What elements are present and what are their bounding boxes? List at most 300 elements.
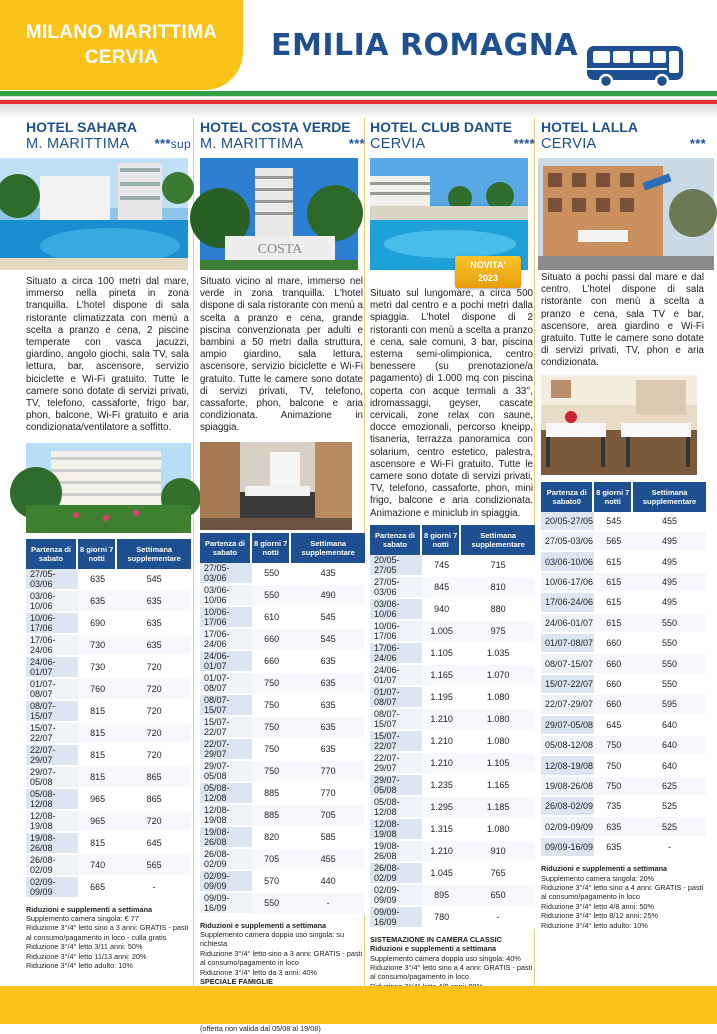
hotel-sahara-column xyxy=(26,118,191,970)
departure-date: 12/08-19/08 xyxy=(26,811,78,833)
table-row xyxy=(370,577,535,599)
table-row xyxy=(370,621,535,643)
price-extra-week: 645 xyxy=(117,833,191,855)
hotel-photo-pool xyxy=(370,158,528,270)
departure-date: 05/08-12/08 xyxy=(541,736,594,756)
price-8-days: 965 xyxy=(78,789,117,811)
table-row xyxy=(370,841,535,863)
novita-badge xyxy=(455,256,521,288)
hotel-photo-room xyxy=(200,442,352,530)
svg-text:COSTA: COSTA xyxy=(257,242,303,257)
price-extra-week: 715 xyxy=(461,555,535,577)
price-extra-week: 1.080 xyxy=(461,709,535,731)
hotel-location-row xyxy=(26,136,191,156)
note-line: Riduzione 3°/4° letto sino a 4 anni: GRATIS - pasti al consumo/pagamento in loco xyxy=(370,963,533,982)
note-line: Riduzione 3°/4° letto 8/12 anni: 25% xyxy=(541,911,658,921)
departure-date: 17/06-24/06 xyxy=(26,635,78,657)
departure-date: 19/08-26/08 xyxy=(26,833,78,855)
note-line: Riduzione 3°/4° letto sino a 3 anni: GRATIS - pasti al consumo/pagamento in loco - culla gratis xyxy=(26,923,189,942)
table-row xyxy=(541,532,706,552)
price-8-days: 750 xyxy=(594,777,633,797)
table-row xyxy=(370,753,535,775)
note-line: Riduzione 3°/4° letto adulto: 10% xyxy=(541,920,648,930)
table-row xyxy=(26,591,191,613)
price-extra-week: 1.185 xyxy=(461,797,535,819)
price-8-days: 760 xyxy=(78,679,117,701)
note-line: Supplemento camera singola: € 77 xyxy=(26,914,139,924)
note-line: Riduzione 3°/4° letto sino a 4 anni: GRATIS - pasti al consumo/pagamento in loco xyxy=(541,883,704,902)
hotel-description: Situato sul lungomare, a circa 500 metri dal centro e a pochi metri dalla spiaggia. L'hotel dispone di 2 ristoranti con menù a scelta a pranzo e cena, sale comuni, 3 bar, piscina esterna semi-olimpionica, centro benessere (su prenotazione/a pagamento) di 1.000 mq con piscina coperta con acque termali a 33°, idromassaggi, geyser, cascate cervicali, zone relax con saune, docce emozionali, percorso kneipp, tisaneria, terrazza panoramica con solarium, centro estetico, palestra, ascensore e Wi-Fi gratuito. Tutte le camere sono dotate di servizi privati, TV, telefono, cassaforte, phon, mini frigo, balcone e aria condizionata. Animazione e miniclub in spiaggia. xyxy=(370,288,533,519)
price-8-days: 1.165 xyxy=(422,665,461,687)
price-8-days: 1.195 xyxy=(422,687,461,709)
price-extra-week: 545 xyxy=(117,569,191,591)
price-extra-week: 585 xyxy=(291,827,365,849)
price-8-days: 815 xyxy=(78,833,117,855)
table-row xyxy=(541,797,706,817)
price-8-days: 895 xyxy=(422,885,461,907)
price-extra-week: 550 xyxy=(633,675,706,695)
notes xyxy=(26,905,191,971)
note-line: Supplemento camera singola: 20% xyxy=(541,873,655,883)
price-8-days: 735 xyxy=(594,797,633,817)
price-extra-week: 770 xyxy=(291,761,365,783)
price-extra-week: 880 xyxy=(461,599,535,621)
table-row xyxy=(370,709,535,731)
price-8-days: 1.210 xyxy=(422,731,461,753)
price-extra-week: 495 xyxy=(633,593,706,613)
price-extra-week: 635 xyxy=(291,695,365,717)
price-extra-week: 545 xyxy=(291,629,365,651)
departure-date: 02/09-09/09 xyxy=(200,871,252,893)
departure-date: 12/08-19/08 xyxy=(541,756,594,776)
table-header: 8 giorni 7 notti xyxy=(594,482,633,512)
table-row xyxy=(541,736,706,756)
departure-date: 02/09-09/09 xyxy=(370,885,422,907)
notes-title: Riduzioni e supplementi a settimana xyxy=(200,920,327,930)
table-header: Partenza di sabato xyxy=(370,525,422,555)
hotel-photo-facade xyxy=(200,158,358,270)
table-row xyxy=(26,723,191,745)
table-row xyxy=(541,614,706,634)
price-extra-week: 640 xyxy=(633,756,706,776)
price-extra-week: 975 xyxy=(461,621,535,643)
price-table xyxy=(26,539,191,899)
price-extra-week: 1.080 xyxy=(461,687,535,709)
hotel-name: HOTEL CLUB DANTE xyxy=(370,119,513,135)
price-extra-week: 720 xyxy=(117,657,191,679)
notes-title: Riduzioni e supplementi a settimana xyxy=(370,944,497,954)
table-row xyxy=(200,717,365,739)
notes xyxy=(541,864,706,930)
hotel-photo-facade xyxy=(538,158,714,270)
table-row xyxy=(200,783,365,805)
departure-date: 08/07-15/07 xyxy=(26,701,78,723)
price-8-days: 690 xyxy=(78,613,117,635)
price-extra-week: 1.035 xyxy=(461,643,535,665)
departure-date: 10/06-17/06 xyxy=(370,621,422,643)
price-8-days: 940 xyxy=(422,599,461,621)
note-line: Riduzione 3°/4° letto 4/8 anni: 50% xyxy=(541,901,654,911)
hotel-location-row xyxy=(200,136,365,156)
price-extra-week: 525 xyxy=(633,817,706,837)
price-extra-week: 765 xyxy=(461,863,535,885)
price-extra-week: - xyxy=(461,907,535,929)
price-extra-week: 720 xyxy=(117,679,191,701)
price-extra-week: 635 xyxy=(117,635,191,657)
price-table xyxy=(200,533,365,915)
price-extra-week: 495 xyxy=(633,552,706,572)
table-row xyxy=(26,855,191,877)
table-row xyxy=(26,701,191,723)
departure-date: 19/08-26/08 xyxy=(200,827,252,849)
price-extra-week: 490 xyxy=(291,585,365,607)
price-8-days: 965 xyxy=(78,811,117,833)
price-extra-week: 440 xyxy=(291,871,365,893)
price-8-days: 885 xyxy=(252,783,291,805)
price-8-days: 750 xyxy=(594,756,633,776)
price-8-days: 820 xyxy=(252,827,291,849)
note-line: Riduzione 3°/4° letto 11/13 anni: 20% xyxy=(26,951,147,961)
novita-year: 2023 xyxy=(477,273,499,283)
departure-date: 20/05-27/05 xyxy=(370,555,422,577)
table-row xyxy=(370,643,535,665)
hotel-stars: *** xyxy=(689,136,706,151)
price-8-days: 750 xyxy=(252,695,291,717)
table-header: Settimana supplementare xyxy=(117,539,191,569)
table-header: Partenza di sabato xyxy=(200,533,252,563)
price-8-days: 815 xyxy=(78,723,117,745)
table-row xyxy=(200,827,365,849)
hotel-costa-verde-column xyxy=(200,118,365,1034)
departure-date: 24/06-01/07 xyxy=(541,614,594,634)
table-header: 8 giorni 7 notti xyxy=(78,539,117,569)
departure-date: 27/05-03/06 xyxy=(26,569,78,591)
price-8-days: 550 xyxy=(252,893,291,915)
price-8-days: 635 xyxy=(78,591,117,613)
departure-date: 03/06-10/06 xyxy=(541,552,594,572)
price-extra-week: 705 xyxy=(291,805,365,827)
header-city-2: CERVIA xyxy=(84,47,159,68)
departure-date: 09/09-16/09 xyxy=(200,893,252,915)
price-8-days: 885 xyxy=(252,805,291,827)
price-extra-week: 865 xyxy=(117,767,191,789)
departure-date: 05/08-12/08 xyxy=(26,789,78,811)
departure-date: 17/06-24/06 xyxy=(370,643,422,665)
table-row xyxy=(200,695,365,717)
departure-date: 02/09-09/09 xyxy=(541,817,594,837)
departure-date: 03/06-10/06 xyxy=(26,591,78,613)
price-extra-week: 495 xyxy=(633,532,706,552)
note-line: Riduzione 3°/4° letto sino a 3 anni: GRATIS - pasti al consumo/pagamento in loco xyxy=(200,948,363,968)
price-extra-week: 435 xyxy=(291,563,365,585)
price-extra-week: 1.165 xyxy=(461,775,535,797)
departure-date: 24/06-01/07 xyxy=(370,665,422,687)
price-8-days: 660 xyxy=(594,634,633,654)
hotel-stars: ***sup xyxy=(154,136,191,151)
hotel-location-row xyxy=(541,136,706,156)
departure-date: 26/08-02/09 xyxy=(370,863,422,885)
table-row xyxy=(26,635,191,657)
table-row xyxy=(200,761,365,783)
price-8-days: 1.295 xyxy=(422,797,461,819)
price-extra-week: 635 xyxy=(291,651,365,673)
price-extra-week: 550 xyxy=(633,614,706,634)
table-row xyxy=(370,797,535,819)
departure-date: 08/07-15/07 xyxy=(200,695,252,717)
price-8-days: 740 xyxy=(78,855,117,877)
hotel-photo-pool xyxy=(0,158,188,270)
hotel-location-row xyxy=(370,136,535,156)
table-row xyxy=(26,811,191,833)
price-extra-week: 770 xyxy=(291,783,365,805)
price-8-days: 570 xyxy=(252,871,291,893)
price-extra-week: 810 xyxy=(461,577,535,599)
price-8-days: 1.045 xyxy=(422,863,461,885)
price-extra-week: 1.105 xyxy=(461,753,535,775)
departure-date: 15/07-22/07 xyxy=(26,723,78,745)
hotel-name: HOTEL COSTA VERDE xyxy=(200,119,351,135)
price-extra-week: 550 xyxy=(633,634,706,654)
table-row xyxy=(200,893,365,915)
table-row xyxy=(200,607,365,629)
price-extra-week: 1.070 xyxy=(461,665,535,687)
table-header: Partenza di sabato0 xyxy=(541,482,594,512)
departure-date: 03/06-10/06 xyxy=(200,585,252,607)
price-8-days: 1.315 xyxy=(422,819,461,841)
departure-date: 20/05-27/05 xyxy=(541,512,594,532)
price-8-days: 815 xyxy=(78,745,117,767)
table-row xyxy=(370,819,535,841)
note-line: Riduzione 3°/4° letto 3/11 anni: 50% xyxy=(26,942,143,952)
price-8-days: 815 xyxy=(78,767,117,789)
departure-date: 09/09-16/09 xyxy=(370,907,422,929)
departure-date: 26/08-02/09 xyxy=(200,849,252,871)
price-extra-week: 565 xyxy=(117,855,191,877)
table-header: 8 giorni 7 notti xyxy=(252,533,291,563)
table-row xyxy=(541,654,706,674)
price-8-days: 1.235 xyxy=(422,775,461,797)
hotel-location: M. MARITTIMA xyxy=(200,136,304,152)
price-extra-week: 1.080 xyxy=(461,731,535,753)
price-extra-week: - xyxy=(117,877,191,899)
column-divider xyxy=(193,118,194,986)
departure-date: 09/09-16/09 xyxy=(541,838,594,858)
departure-date: 27/05-03/06 xyxy=(541,532,594,552)
price-extra-week: 640 xyxy=(633,716,706,736)
departure-date: 08/07-15/07 xyxy=(541,654,594,674)
departure-date: 22/07-29/07 xyxy=(26,745,78,767)
price-extra-week: 635 xyxy=(117,613,191,635)
departure-date: 22/07-29/07 xyxy=(370,753,422,775)
price-extra-week: 1.080 xyxy=(461,819,535,841)
departure-date: 29/07-05/08 xyxy=(26,767,78,789)
table-row xyxy=(370,555,535,577)
departure-date: 19/08-26/08 xyxy=(541,777,594,797)
departure-date: 01/07-08/07 xyxy=(26,679,78,701)
price-extra-week: 865 xyxy=(117,789,191,811)
price-extra-week: 550 xyxy=(633,654,706,674)
page-title: EMILIA ROMAGNA xyxy=(271,27,579,63)
departure-date: 15/07-22/07 xyxy=(541,675,594,695)
price-extra-week: - xyxy=(291,893,365,915)
price-extra-week: 455 xyxy=(633,512,706,532)
price-extra-week: 635 xyxy=(117,591,191,613)
price-8-days: 780 xyxy=(422,907,461,929)
hotel-location: CERVIA xyxy=(370,136,426,152)
price-extra-week: 495 xyxy=(633,573,706,593)
table-row xyxy=(26,569,191,591)
price-extra-week: 545 xyxy=(291,607,365,629)
note-line: Riduzione 3°/4° letto da 3 anni: 40% xyxy=(200,967,317,977)
departure-date: 27/05-03/06 xyxy=(200,563,252,585)
price-8-days: 745 xyxy=(422,555,461,577)
table-row xyxy=(370,665,535,687)
price-8-days: 660 xyxy=(252,651,291,673)
price-8-days: 730 xyxy=(78,657,117,679)
bus-icon xyxy=(584,44,686,88)
italian-flag-stripe xyxy=(0,91,717,104)
price-8-days: 545 xyxy=(594,512,633,532)
price-8-days: 1.005 xyxy=(422,621,461,643)
price-table xyxy=(370,525,535,929)
price-8-days: 750 xyxy=(252,673,291,695)
price-8-days: 615 xyxy=(594,573,633,593)
table-row xyxy=(370,907,535,929)
table-row xyxy=(370,863,535,885)
hotel-description: Situato a pochi passi dal mare e dal centro. L'hotel dispone di sala ristorante con menù a scelta a pranzo e cena, sala TV e bar, ascensore, area giardino e Wi-Fi gratuito. Tutte le camere sono dotate di servizi privati, TV, phon e aria condizionata. xyxy=(541,272,704,369)
table-row xyxy=(541,756,706,776)
price-8-days: 1.210 xyxy=(422,841,461,863)
departure-date: 17/06-24/06 xyxy=(541,593,594,613)
table-row xyxy=(370,885,535,907)
table-row xyxy=(370,687,535,709)
departure-date: 29/07-05/08 xyxy=(200,761,252,783)
price-extra-week: 455 xyxy=(291,849,365,871)
table-row xyxy=(200,585,365,607)
departure-date: 02/09-09/09 xyxy=(26,877,78,899)
price-extra-week: 720 xyxy=(117,745,191,767)
table-row xyxy=(26,745,191,767)
departure-date: 29/07-05/08 xyxy=(541,716,594,736)
price-8-days: 730 xyxy=(78,635,117,657)
price-8-days: 660 xyxy=(252,629,291,651)
hotel-location: M. MARITTIMA xyxy=(26,136,130,152)
price-extra-week: - xyxy=(633,838,706,858)
departure-date: 10/06-17/06 xyxy=(26,613,78,635)
price-extra-week: 650 xyxy=(461,885,535,907)
departure-date: 05/08-12/08 xyxy=(370,797,422,819)
price-extra-week: 720 xyxy=(117,811,191,833)
price-8-days: 1.210 xyxy=(422,709,461,731)
departure-date: 01/07-08/07 xyxy=(200,673,252,695)
price-extra-week: 720 xyxy=(117,701,191,723)
price-8-days: 750 xyxy=(594,736,633,756)
header-badge xyxy=(0,0,243,90)
price-8-days: 665 xyxy=(78,877,117,899)
table-header: Settimana supplementare xyxy=(633,482,706,512)
table-row xyxy=(541,552,706,572)
departure-date: 27/05-03/06 xyxy=(370,577,422,599)
price-8-days: 615 xyxy=(594,593,633,613)
departure-date: 24/06-01/07 xyxy=(200,651,252,673)
price-8-days: 610 xyxy=(252,607,291,629)
table-row xyxy=(541,817,706,837)
table-row xyxy=(26,679,191,701)
departure-date: 24/06-01/07 xyxy=(26,657,78,679)
departure-date: 12/08-19/08 xyxy=(370,819,422,841)
price-8-days: 845 xyxy=(422,577,461,599)
price-extra-week: 625 xyxy=(633,777,706,797)
table-row xyxy=(200,739,365,761)
table-row xyxy=(26,789,191,811)
hotel-name: HOTEL SAHARA xyxy=(26,119,137,135)
table-row xyxy=(370,599,535,621)
hotel-photo-restaurant xyxy=(541,375,697,475)
price-8-days: 705 xyxy=(252,849,291,871)
table-row xyxy=(541,675,706,695)
departure-date: 01/07-08/07 xyxy=(541,634,594,654)
header-city-1: MILANO MARITTIMA xyxy=(25,22,218,43)
departure-date: 03/06-10/06 xyxy=(370,599,422,621)
price-extra-week: 525 xyxy=(633,797,706,817)
table-header: Partenza di sabato xyxy=(26,539,78,569)
departure-date: 15/07-22/07 xyxy=(370,731,422,753)
hotel-description: Situato vicino al mare, immerso nel verde in zona tranquilla. L'hotel dispone di sala ristorante con menù a scelta a pranzo e cena, grande piscina convenzionata per adulti e bambini a 50 metri dalla struttura, ampio giardino, sala lettura, ascensore, servizio biciclette e Wi-Fi gratuito. Tutte le camere sono dotate di servizi privati, TV, telefono, cassaforte, phon, balcone e aria condizionata. Animazione in spiaggia. xyxy=(200,276,363,434)
note-line: Supplemento camera doppia uso singola: su richiesta xyxy=(200,930,345,949)
table-row xyxy=(541,573,706,593)
price-8-days: 635 xyxy=(78,569,117,591)
departure-date: 10/06-17/06 xyxy=(200,607,252,629)
price-table xyxy=(541,482,706,859)
hotel-name: HOTEL LALLA xyxy=(541,119,638,135)
note-line: (offerta non valida dal 05/08 al 19/08) xyxy=(200,1024,321,1034)
price-8-days: 1.210 xyxy=(422,753,461,775)
price-8-days: 565 xyxy=(594,532,633,552)
price-8-days: 615 xyxy=(594,614,633,634)
departure-date: 01/07-08/07 xyxy=(370,687,422,709)
table-row xyxy=(200,563,365,585)
table-header: Settimana supplementare xyxy=(461,525,535,555)
table-row xyxy=(26,613,191,635)
notes-title: Riduzioni e supplementi a settimana xyxy=(541,864,668,874)
price-8-days: 615 xyxy=(594,552,633,572)
table-header: Settimana supplementare xyxy=(291,533,365,563)
hotel-stars: **** xyxy=(513,136,535,151)
hotel-description: Situato a circa 100 metri dal mare, immerso nella pineta in zona tranquilla. L'hotel dispone di sala ristorante climatizzata con menù a scelta a pranzo e cena, 2 piscine temperate con vasca jacuzzi, giardino, angolo giochi, sala TV, sala lettura, bar, ascensore, servizio biciclette e Wi-Fi gratuito. Tutte le camere sono dotate di servizi privati, TV, telefono, cassaforte, frigo bar, phon, balcone, Wi-Fi gratuito e aria condizionata/ventilatore a soffitto. xyxy=(26,276,189,434)
departure-date: 15/07-22/07 xyxy=(200,717,252,739)
price-extra-week: 635 xyxy=(291,739,365,761)
price-8-days: 750 xyxy=(252,739,291,761)
price-8-days: 550 xyxy=(252,563,291,585)
departure-date: 22/07-29/07 xyxy=(200,739,252,761)
table-row xyxy=(541,777,706,797)
family-title: SPECIALE FAMIGLIE xyxy=(200,977,273,987)
table-row xyxy=(26,877,191,899)
price-extra-week: 635 xyxy=(291,717,365,739)
price-8-days: 635 xyxy=(594,817,633,837)
departure-date: 26/08-02/09 xyxy=(26,855,78,877)
departure-date: 17/06-24/06 xyxy=(200,629,252,651)
hotel-stars: *** xyxy=(348,136,365,151)
price-8-days: 645 xyxy=(594,716,633,736)
departure-date: 26/08-02/09 xyxy=(541,797,594,817)
note-line: Supplemento camera doppia uso singola: 40% xyxy=(370,953,521,963)
price-8-days: 750 xyxy=(252,717,291,739)
table-row xyxy=(541,838,706,858)
price-8-days: 815 xyxy=(78,701,117,723)
hotel-club-dante-column xyxy=(370,118,535,1020)
table-row xyxy=(200,805,365,827)
